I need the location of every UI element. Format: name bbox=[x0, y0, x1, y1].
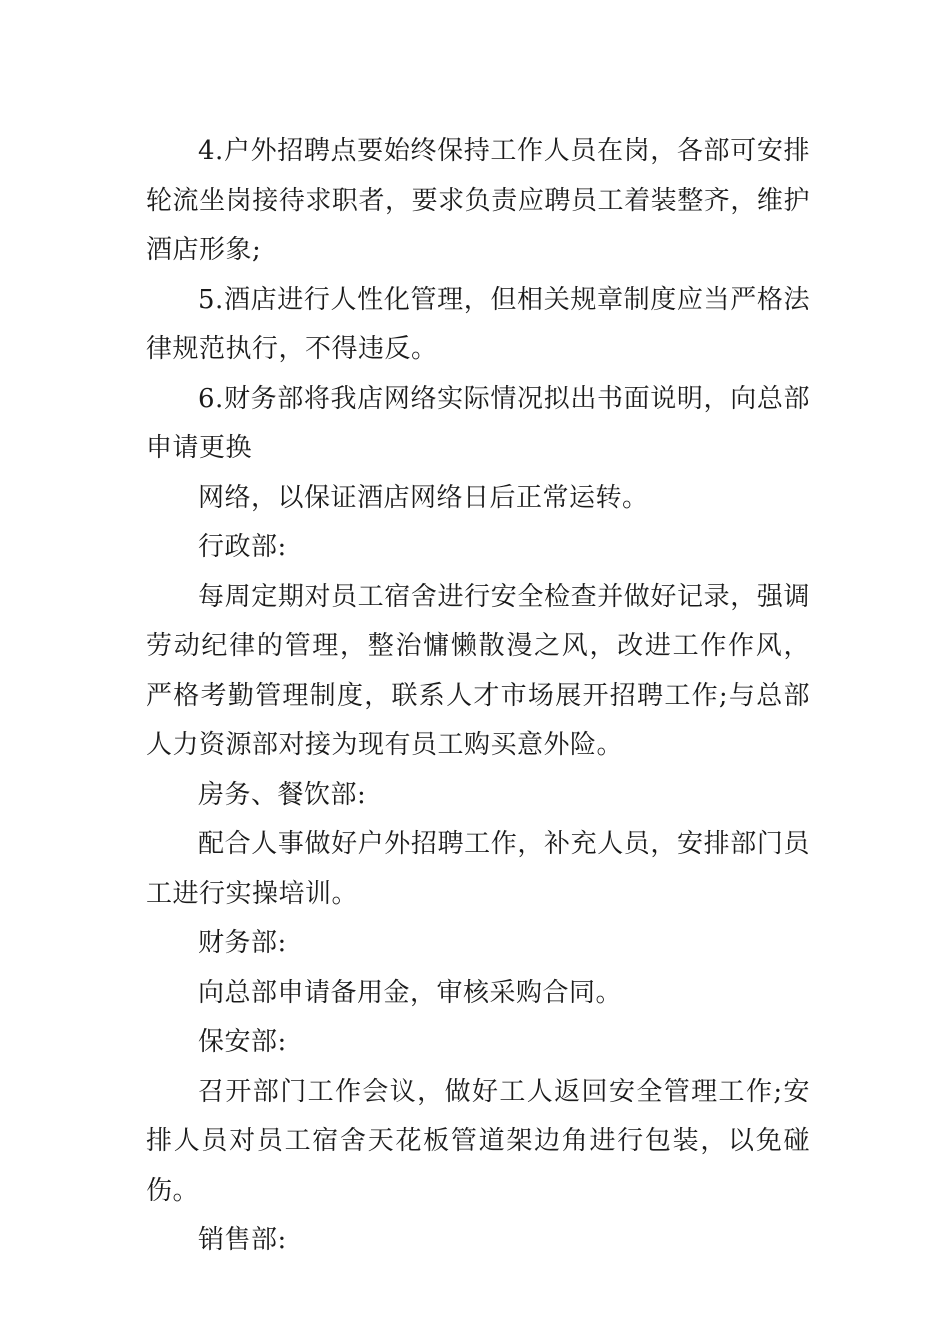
paragraph-item-4: 4.户外招聘点要始终保持工作人员在岗，各部可安排轮流坐岗接待求职者，要求负责应聘员工着装整齐，维护酒店形象; bbox=[146, 136, 810, 265]
document-body bbox=[146, 127, 810, 1266]
paragraph-finance: 向总部申请备用金，审核采购合同。 bbox=[198, 977, 623, 1008]
section-heading-finance: 财务部: bbox=[198, 928, 287, 958]
section-heading-rooms-dining: 房务、餐饮部: bbox=[198, 779, 367, 810]
paragraph-admin: 每周定期对员工宿舍进行安全检查并做好记录，强调劳动纪律的管理，整治慵懒散漫之风，改进工作作风， 严格考勤管理制度，联系人才市场展开招聘工作;与总部人力资源部对接为现有员工购买意外险。 bbox=[146, 581, 810, 760]
paragraph-security: 召开部门工作会议，做好工人返回安全管理工作;安排人员对员工宿舍天花板管道架边角进行包装，以免碰伤。 bbox=[146, 1076, 810, 1206]
section-heading-security: 保安部: bbox=[198, 1027, 287, 1057]
section-heading-sales: 销售部: bbox=[198, 1225, 287, 1255]
paragraph-item-6: 6.财务部将我店网络实际情况拟出书面说明，向总部申请更换 bbox=[146, 383, 810, 463]
paragraph-rooms-dining: 配合人事做好户外招聘工作，补充人员，安排部门员工进行实操培训。 bbox=[146, 829, 810, 909]
paragraph-item-5: 5.酒店进行人性化管理，但相关规章制度应当严格法律规范执行，不得违反。 bbox=[146, 284, 810, 364]
paragraph-continuation: 网络，以保证酒店网络日后正常运转。 bbox=[198, 482, 649, 513]
section-heading-admin: 行政部: bbox=[198, 532, 287, 562]
